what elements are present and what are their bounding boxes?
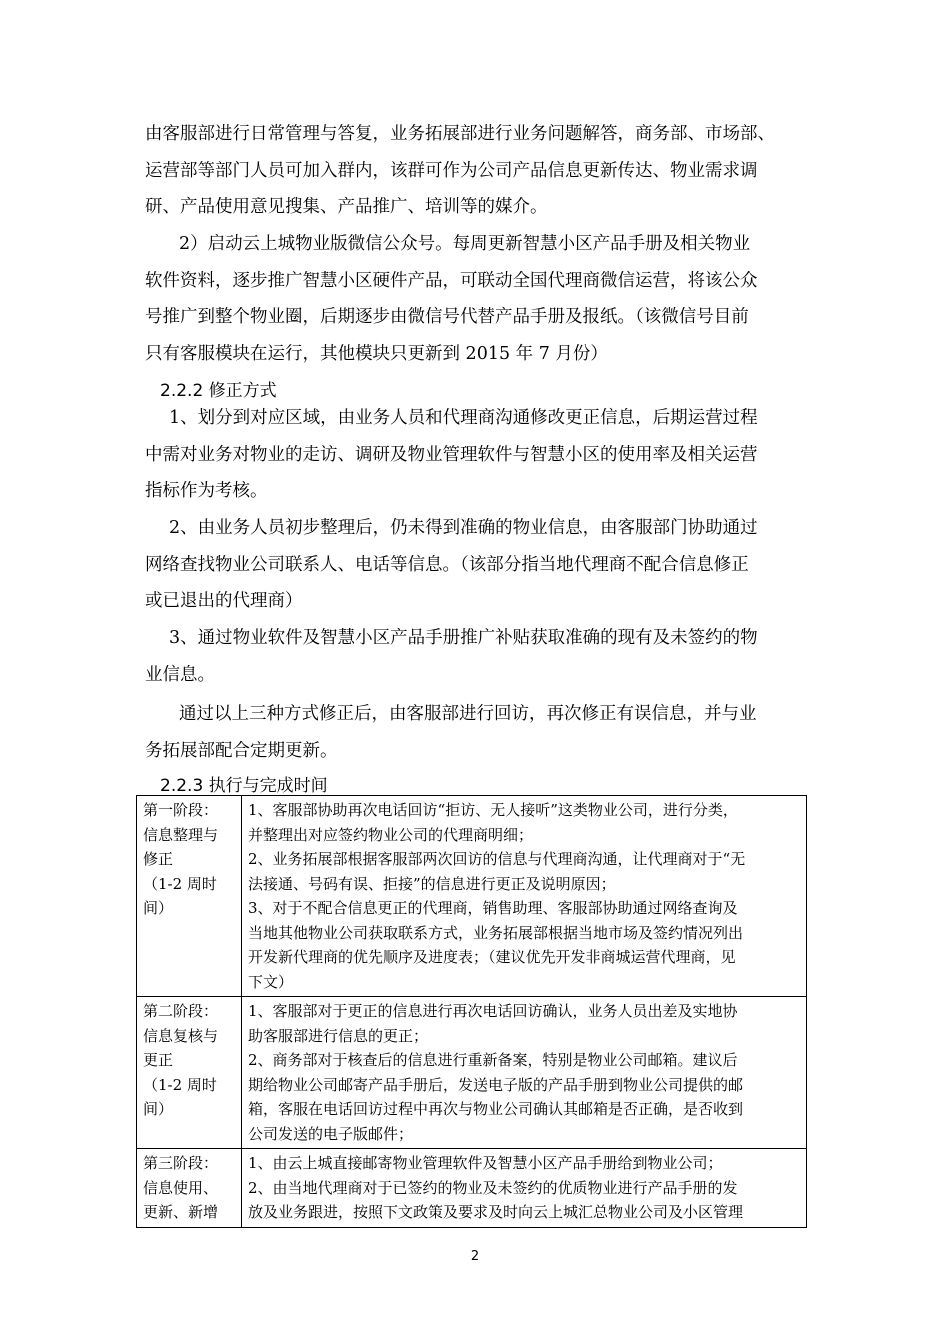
paragraph-wechat-official-account xyxy=(145,226,815,372)
paragraph-method-2 xyxy=(145,510,815,620)
stage-label-line: 修正 xyxy=(143,850,174,868)
text-line: 业信息。 xyxy=(145,664,215,685)
stage-label-line: 第一阶段： xyxy=(143,801,219,819)
text-line: 或已退出的代理商） xyxy=(145,591,303,611)
stage-label-line: 信息使用、 xyxy=(143,1178,219,1197)
page-number: 2 xyxy=(470,1249,480,1264)
section-heading-2-2-3: 2.2.3 执行与完成时间 xyxy=(160,776,328,796)
stage-desc-line: 助客服部进行信息的更正； xyxy=(248,1026,429,1045)
table-row xyxy=(137,796,807,997)
schedule-table xyxy=(136,795,807,1228)
text-line: 网络查找物业公司联系人、电话等信息。（该部分指当地代理商不配合信息修正 xyxy=(145,554,749,575)
stage-desc-line: 期给物业公司邮寄产品手册后，发送电子版的产品手册到物业公司提供的邮 xyxy=(248,1075,744,1094)
text-line: 务拓展部配合定期更新。 xyxy=(145,740,338,761)
stage-label-line: 信息整理与 xyxy=(143,825,219,844)
stage-desc-line: 1、由云上城直接邮寄物业管理软件及智慧小区产品手册给到物业公司； xyxy=(248,1154,723,1172)
paragraph-wechat-group xyxy=(145,116,815,226)
text-line: 号推广到整个物业圈，后期逐步由微信号代替产品手册及报纸。（该微信号目前 xyxy=(145,307,749,327)
stage-label-cell xyxy=(137,1149,242,1228)
text-line: 只有客服模块在运行，其他模块只更新到 2015 年 7 月份） xyxy=(145,343,608,364)
stage-desc-line: 2、由当地代理商对于已签约的物业及未签约的优质物业进行产品手册的发 xyxy=(248,1178,738,1197)
stage-desc-line: 3、对于不配合信息更正的代理商，销售助理、客服部协助通过网络查询及 xyxy=(248,899,738,917)
text-line: 运营部等部门人员可加入群内，该群可作为公司产品信息更新传达、物业需求调 xyxy=(145,160,758,181)
stage-label-line: （1-2 周时 xyxy=(143,874,217,893)
paragraph-method-3 xyxy=(145,620,815,693)
text-line: 2）启动云上城物业版微信公众号。每周更新智慧小区产品手册及相关物业 xyxy=(179,234,751,254)
stage-desc-line: 并整理出对应签约物业公司的代理商明细； xyxy=(248,825,534,844)
text-line: 通过以上三种方式修正后，由客服部进行回访，再次修正有误信息，并与业 xyxy=(179,704,757,724)
text-line: 1、划分到对应区域，由业务人员和代理商沟通修改更正信息，后期运营过程 xyxy=(169,408,758,428)
stage-desc-line: 放及业务跟进，按照下文政策及要求及时向云上城汇总物业公司及小区管理 xyxy=(248,1203,744,1221)
stage-desc-line: 开发新代理商的优先顺序及进度表；（建议优先开发非商城运营代理商，见 xyxy=(248,948,736,966)
stage-desc-line: 箱，客服在电话回访过程中再次与物业公司确认其邮箱是否正确，是否收到 xyxy=(248,1100,744,1118)
stage-label-line: 第三阶段： xyxy=(143,1154,219,1172)
stage-desc-line: 下文） xyxy=(248,972,294,991)
text-line: 中需对业务对物业的走访、调研及物业管理软件与智慧小区的使用率及相关运营 xyxy=(145,444,758,465)
table-row xyxy=(137,997,807,1149)
stage-label-line: 间） xyxy=(143,899,174,917)
text-line: 3、通过物业软件及智慧小区产品手册推广补贴获取准确的现有及未签约的物 xyxy=(169,628,758,648)
text-line: 由客服部进行日常管理与答复，业务拓展部进行业务问题解答，商务部、市场部、 xyxy=(145,124,775,144)
stage-desc-line: 1、客服部对于更正的信息进行再次电话回访确认，业务人员出差及实地协 xyxy=(248,1002,738,1020)
paragraph-summary xyxy=(145,696,815,769)
stage-desc-line: 当地其他物业公司获取联系方式，业务拓展部根据当地市场及签约情况列出 xyxy=(248,923,744,942)
text-line: 指标作为考核。 xyxy=(145,481,268,501)
stage-label-cell xyxy=(137,997,242,1149)
stage-desc-line: 法接通、号码有误、拒接”的信息进行更正及说明原因； xyxy=(248,874,616,893)
stage-label-cell xyxy=(137,796,242,997)
text-line: 2、由业务人员初步整理后，仍未得到准确的物业信息，由客服部门协助通过 xyxy=(169,518,758,538)
text-line: 软件资料，逐步推广智慧小区硬件产品，可联动全国代理商微信运营，将该公众 xyxy=(145,270,758,291)
stage-label-line: 更正 xyxy=(143,1051,174,1069)
stage-label-line: 信息复核与 xyxy=(143,1026,219,1045)
stage-description-cell xyxy=(242,1149,807,1228)
stage-label-line: （1-2 周时 xyxy=(143,1075,217,1094)
table-row xyxy=(137,1149,807,1228)
text-line: 研、产品使用意见搜集、产品推广、培训等的媒介。 xyxy=(145,197,548,217)
paragraph-method-1 xyxy=(145,400,815,510)
stage-description-cell xyxy=(242,796,807,997)
stage-label-line: 第二阶段： xyxy=(143,1002,219,1020)
stage-desc-line: 公司发送的电子版邮件； xyxy=(248,1124,414,1143)
stage-description-cell xyxy=(242,997,807,1149)
stage-label-line: 更新、新增 xyxy=(143,1203,219,1221)
stage-desc-line: 1、客服部协助再次电话回访“拒访、无人接听”这类物业公司，进行分类， xyxy=(248,801,738,819)
stage-desc-line: 2、商务部对于核查后的信息进行重新备案，特别是物业公司邮箱。建议后 xyxy=(248,1051,738,1069)
section-heading-2-2-2: 2.2.2 修正方式 xyxy=(160,381,277,401)
stage-label-line: 间） xyxy=(143,1100,174,1118)
stage-desc-line: 2、业务拓展部根据客服部两次回访的信息与代理商沟通，让代理商对于“无 xyxy=(248,850,746,868)
